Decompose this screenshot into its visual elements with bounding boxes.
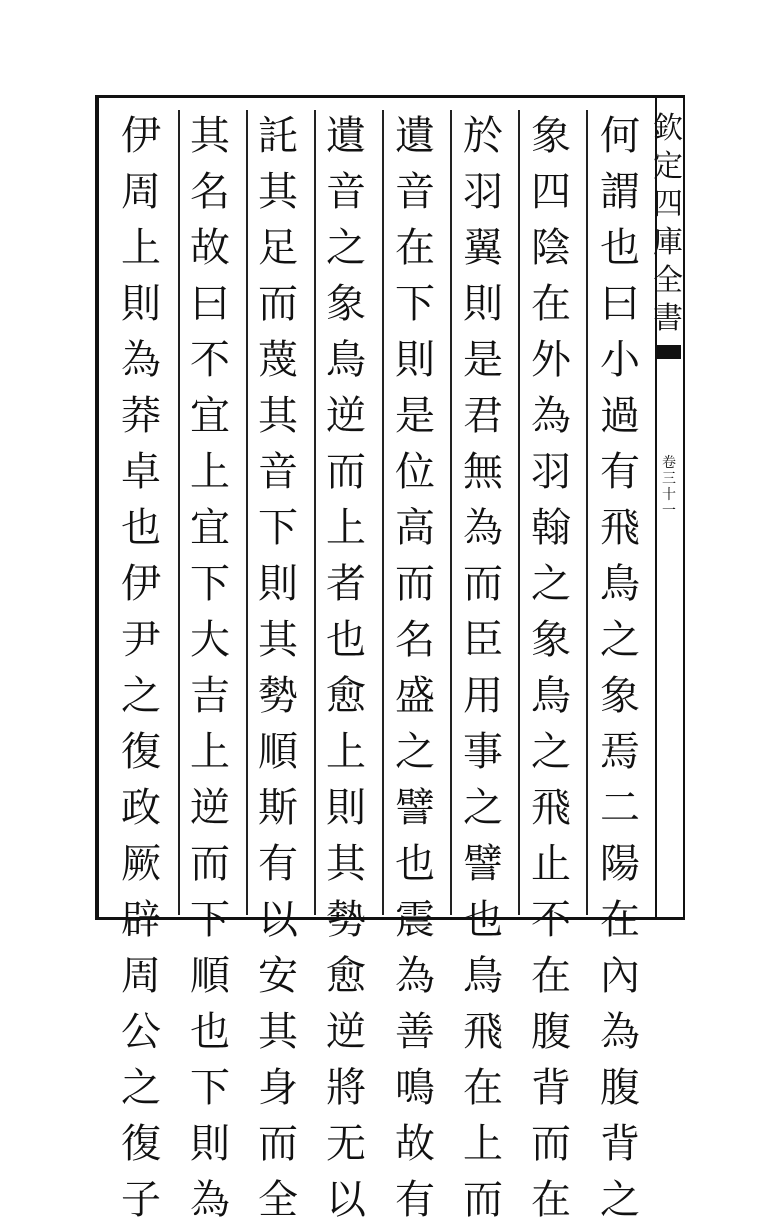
text-char: 二 [600,785,640,831]
text-char: 外 [531,337,571,383]
text-char: 之 [600,617,640,663]
text-char: 下 [395,281,435,327]
text-char: 卓 [121,449,161,495]
text-char: 全 [258,1177,298,1223]
text-char: 遺 [326,113,366,159]
text-char: 以 [258,897,298,943]
text-char: 足 [258,225,298,271]
library-title-char: 書 [653,301,683,336]
text-char: 而 [258,1121,298,1167]
text-char: 飛 [531,785,571,831]
text-char: 則 [190,1121,230,1167]
text-char: 為 [531,393,571,439]
text-char: 象 [600,673,640,719]
text-char: 上 [463,1121,503,1167]
text-char: 逆 [190,785,230,831]
text-char: 譬 [395,785,435,831]
text-char: 之 [395,729,435,775]
text-char: 盛 [395,673,435,719]
text-char: 順 [190,953,230,999]
text-char: 飛 [600,505,640,551]
text-char: 上 [190,449,230,495]
volume-char: 卷 [662,455,676,471]
text-char: 之 [463,785,503,831]
text-char: 下 [190,897,230,943]
text-char: 而 [395,561,435,607]
text-char: 復 [121,1121,161,1167]
text-char: 而 [531,1121,571,1167]
text-char: 下 [190,561,230,607]
library-title-char: 欽 [653,111,683,146]
text-column [182,108,238,1223]
text-char: 也 [395,841,435,887]
text-char: 伊 [121,561,161,607]
text-char: 譬 [463,841,503,887]
text-char: 在 [600,897,640,943]
text-char: 之 [531,729,571,775]
text-char: 託 [258,113,298,159]
text-char: 則 [326,785,366,831]
text-char: 音 [258,449,298,495]
text-char: 復 [121,729,161,775]
fish-tail-mark [655,345,681,359]
text-char: 周 [121,169,161,215]
text-column [318,108,374,1223]
text-char: 也 [600,225,640,271]
library-title-char: 全 [653,263,683,298]
text-char: 曰 [600,281,640,327]
text-char: 象 [326,281,366,327]
text-char: 大 [190,617,230,663]
text-column [113,108,169,1223]
text-char: 故 [190,225,230,271]
text-char: 故 [395,1121,435,1167]
column-rule [518,110,520,915]
text-char: 名 [190,169,230,215]
text-char: 事 [463,729,503,775]
text-char: 則 [121,281,161,327]
text-char: 也 [190,1009,230,1055]
text-char: 之 [326,225,366,271]
library-title-char: 庫 [653,225,683,260]
text-char: 上 [326,729,366,775]
text-char: 其 [258,1009,298,1055]
text-char: 而 [190,841,230,887]
text-char: 位 [395,449,435,495]
text-char: 之 [121,1065,161,1111]
text-char: 莽 [121,393,161,439]
text-char: 音 [395,169,435,215]
text-char: 無 [463,449,503,495]
text-char: 不 [190,337,230,383]
column-rule [586,110,588,915]
text-char: 也 [326,617,366,663]
text-char: 在 [395,225,435,271]
text-char: 君 [463,393,503,439]
text-char: 也 [463,897,503,943]
text-char: 小 [600,337,640,383]
volume-char: 三 [662,471,676,487]
text-char: 遺 [395,113,435,159]
column-rule [314,110,316,915]
text-char: 逆 [326,1009,366,1055]
text-char: 在 [463,1065,503,1111]
text-char: 勢 [258,673,298,719]
text-char: 也 [121,505,161,551]
text-char: 腹 [531,1009,571,1055]
text-char: 則 [395,337,435,383]
text-char: 之 [600,1177,640,1223]
text-char: 震 [395,897,435,943]
text-char: 則 [463,281,503,327]
text-char: 翼 [463,225,503,271]
text-char: 止 [531,841,571,887]
text-char: 將 [326,1065,366,1111]
text-char: 用 [463,673,503,719]
text-char: 辟 [121,897,161,943]
text-char: 象 [531,617,571,663]
library-title [648,110,688,338]
text-char: 於 [463,113,503,159]
text-char: 宜 [190,505,230,551]
text-char: 而 [326,449,366,495]
text-char: 其 [326,841,366,887]
text-char: 在 [531,1177,571,1223]
text-char: 无 [326,1121,366,1167]
text-char: 身 [258,1065,298,1111]
column-rule [246,110,248,915]
text-char: 政 [121,785,161,831]
text-char: 其 [258,169,298,215]
text-char: 上 [326,505,366,551]
text-char: 何 [600,113,640,159]
text-char: 焉 [600,729,640,775]
text-char: 而 [258,281,298,327]
text-char: 上 [190,729,230,775]
text-char: 愈 [326,673,366,719]
text-char: 厥 [121,841,161,887]
text-char: 鳥 [326,337,366,383]
text-char: 而 [463,561,503,607]
text-char: 名 [395,617,435,663]
library-title-char: 四 [653,187,683,222]
text-char: 不 [531,897,571,943]
text-char: 尹 [121,617,161,663]
text-char: 吉 [190,673,230,719]
text-char: 蔑 [258,337,298,383]
text-char: 順 [258,729,298,775]
column-rule [450,110,452,915]
text-char: 有 [395,1177,435,1223]
text-char: 在 [531,953,571,999]
text-char: 其 [190,113,230,159]
text-char: 鳥 [600,561,640,607]
text-char: 斯 [258,785,298,831]
text-char: 之 [121,673,161,719]
text-char: 內 [600,953,640,999]
text-char: 為 [600,1009,640,1055]
text-char: 過 [600,393,640,439]
text-char: 伊 [121,113,161,159]
text-char: 翰 [531,505,571,551]
text-column [523,108,579,1223]
text-char: 而 [463,1177,503,1223]
text-char: 陽 [600,841,640,887]
text-char: 善 [395,1009,435,1055]
text-char: 曰 [190,281,230,327]
text-char: 安 [258,953,298,999]
text-char: 為 [121,337,161,383]
text-char: 為 [395,953,435,999]
text-char: 背 [600,1121,640,1167]
text-char: 音 [326,169,366,215]
text-char: 羽 [463,169,503,215]
text-char: 謂 [600,169,640,215]
column-rule [382,110,384,915]
text-char: 宜 [190,393,230,439]
text-char: 是 [395,393,435,439]
text-char: 臣 [463,617,503,663]
text-char: 有 [258,841,298,887]
column-rule [178,110,180,915]
text-char: 子 [121,1177,161,1223]
text-column [250,108,306,1223]
text-char: 逆 [326,393,366,439]
text-char: 四 [531,169,571,215]
text-char: 者 [326,561,366,607]
text-char: 鳥 [463,953,503,999]
text-char: 是 [463,337,503,383]
text-column [455,108,511,1223]
text-char: 下 [258,505,298,551]
text-column [592,108,648,1223]
text-char: 在 [531,281,571,327]
text-column [387,108,443,1223]
library-title-char: 定 [653,149,683,184]
text-char: 為 [463,505,503,551]
text-char: 勢 [326,897,366,943]
text-char: 背 [531,1065,571,1111]
text-char: 上 [121,225,161,271]
text-char: 鳴 [395,1065,435,1111]
volume-char: 一 [662,503,676,519]
volume-number [660,455,678,519]
text-char: 羽 [531,449,571,495]
text-char: 愈 [326,953,366,999]
text-char: 其 [258,617,298,663]
text-char: 為 [190,1177,230,1223]
text-char: 象 [531,113,571,159]
text-char: 公 [121,1009,161,1055]
text-char: 高 [395,505,435,551]
text-char: 下 [190,1065,230,1111]
text-char: 飛 [463,1009,503,1055]
volume-char: 十 [662,487,676,503]
text-char: 周 [121,953,161,999]
text-char: 其 [258,393,298,439]
text-char: 以 [326,1177,366,1223]
text-char: 則 [258,561,298,607]
text-char: 陰 [531,225,571,271]
text-char: 腹 [600,1065,640,1111]
text-char: 鳥 [531,673,571,719]
text-char: 之 [531,561,571,607]
text-char: 有 [600,449,640,495]
